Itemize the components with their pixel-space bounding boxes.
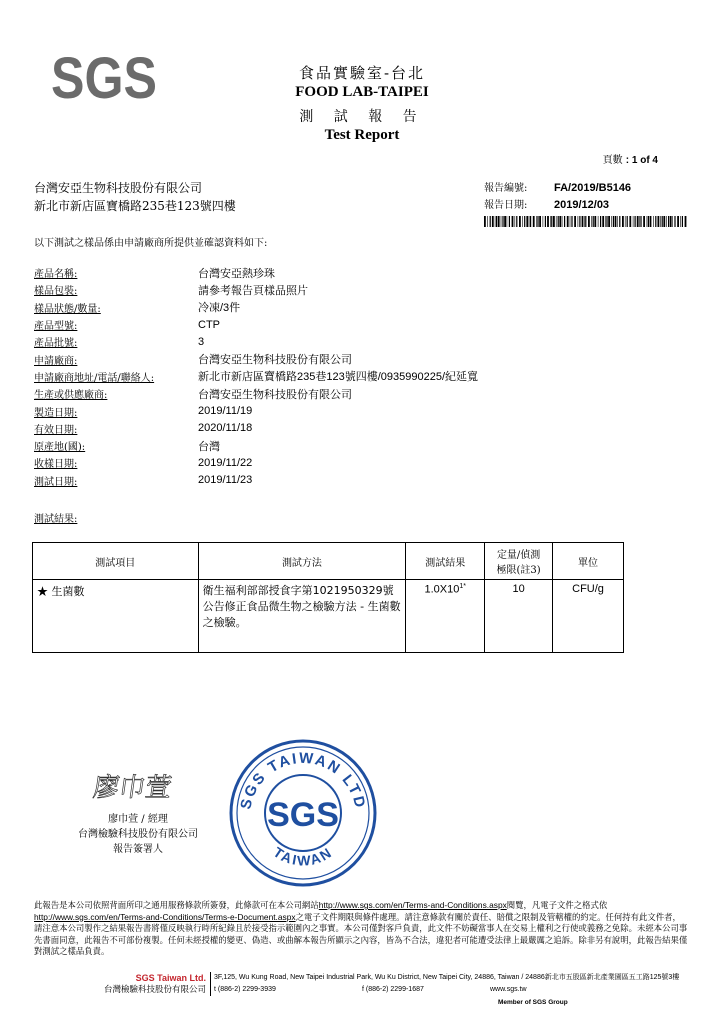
field-label: 收樣日期: [34, 459, 78, 471]
header-limit-line2: 極限(註3) [496, 565, 541, 576]
disclaimer [34, 900, 689, 958]
terms-e-document-link[interactable]: http://www.sgs.com/en/Terms-and-Conditions/Terms-e-Document.aspx [34, 911, 296, 922]
header-result: 測試結果 [406, 543, 485, 580]
report-date: 2019/12/03 [554, 199, 610, 211]
footer-address: 3F,125, Wu Kung Road, New Taipei Industrial Park, Wu Ku District, New Taipei City, 24886, Taiwan / 24886新北市五股區新北產業園區五工路125號3樓 [214, 974, 680, 981]
field-row [34, 299, 478, 316]
sample-fields [34, 264, 478, 489]
lab-name-en: FOOD LAB-TAIPEI [295, 84, 429, 100]
field-label: 產品型號: [34, 321, 78, 333]
svg-text:TAIWAN: TAIWAN [270, 843, 336, 869]
client-name: 台灣安亞生物科技股份有限公司 [34, 181, 203, 195]
page-number-label: 頁數 [602, 155, 623, 166]
field-row [34, 420, 478, 437]
header-limit-line1: 定量/偵測 [496, 550, 541, 561]
footer-fax: f (886-2) 2299-1687 [362, 986, 424, 993]
svg-text:SGS TAIWAN LTD: SGS TAIWAN LTD [237, 749, 369, 811]
sgs-taiwan-stamp [228, 738, 378, 888]
handwritten-signature [86, 762, 186, 808]
footer-member: Member of SGS Group [498, 999, 568, 1006]
field-label: 生產或供應廠商: [34, 390, 108, 402]
client-block [34, 179, 236, 215]
svg-text:廖巾萱: 廖巾萱 [91, 773, 174, 803]
field-value: 新北市新店區寶橋路235巷123號四樓/0935990225/紀延寬 [198, 371, 478, 384]
report-number-label: 報告編號: [484, 183, 528, 194]
report-title-en: Test Report [324, 127, 400, 143]
table-header-row [33, 543, 624, 580]
row-result-sup: 1* [459, 583, 466, 590]
field-row [34, 402, 478, 419]
field-row [34, 437, 478, 454]
signer-block [40, 812, 236, 857]
field-label: 申請廠商: [34, 355, 78, 367]
signer-name: 廖巾萱 / 經理 [108, 814, 168, 825]
field-label: 原產地(國): [34, 442, 86, 454]
field-label: 樣品狀態/數量: [34, 303, 101, 315]
client-address: 新北市新店區寶橋路235巷123號四樓 [34, 199, 236, 213]
footer-company-zh: 台灣檢驗科技股份有限公司 [103, 985, 206, 995]
field-value: 冷凍/3件 [198, 302, 241, 315]
report-info [484, 180, 631, 214]
row-limit: 10 [485, 580, 553, 653]
row-method: 衛生福利部部授食字第1021950329號公告修正食品微生物之檢驗方法 - 生菌數之檢驗。 [198, 580, 406, 653]
report-number: FA/2019/B5146 [554, 182, 632, 194]
field-value: 台灣 [198, 440, 220, 453]
report-title-zh: 測 試 報 告 [299, 109, 425, 125]
field-row [34, 281, 478, 298]
field-row [34, 454, 478, 471]
header-limit [485, 543, 553, 580]
footer-company-en: SGS Taiwan Ltd. [135, 973, 206, 983]
field-label: 產品名稱: [34, 269, 78, 281]
svg-text:SGS: SGS [51, 46, 157, 111]
field-value: 2020/11/18 [198, 422, 253, 435]
field-label: 申請廠商地址/電話/聯絡人: [34, 372, 155, 384]
field-label: 製造日期: [34, 407, 78, 419]
footer-web: www.sgs.tw [490, 986, 527, 993]
field-value: 請參考報告頁樣品照片 [198, 284, 308, 297]
terms-link[interactable]: http://www.sgs.com/en/Terms-and-Conditions.aspx [318, 900, 507, 910]
field-row [34, 368, 478, 385]
footer-company [90, 972, 206, 996]
field-value: 台灣安亞生物科技股份有限公司 [198, 388, 352, 401]
footer-address-block [214, 972, 679, 996]
field-row [34, 385, 478, 402]
disclaimer-part1: 此報告是本公司依照背面所印之通用服務條款所簽發，此條款可在本公司網站 [34, 900, 319, 910]
field-value: 2019/11/22 [198, 456, 253, 469]
page-number-value: : 1 of 4 [625, 155, 658, 166]
table-row [33, 580, 624, 653]
lab-name-zh: 食品實驗室-台北 [298, 64, 426, 82]
disclaimer-part3: 之電子文件期限與條件處理。請注意條款有關於責任、賠償之限制及管轄權的約定。任何持有此文件者，請注意本公司製作之結果報告書將僅反映執行時所紀錄且於接受指示範圍內之事實。本公司僅對客戶負責，此文件不妨礙當事人在交易上權利之行使或義務之免除。未經本公司事先書面同意，此報告不可部份複製。任何未經授權的變更、偽造、或曲解本報告所顯示之內容，皆為不合法，違犯者可能遭受法律上最嚴厲之追訴。除非另有說明，此報告結果僅對測試之樣品負責。 [34, 911, 688, 957]
field-label: 樣品包裝: [34, 286, 78, 298]
header-unit: 單位 [553, 543, 624, 580]
field-row [34, 333, 478, 350]
barcode [484, 216, 689, 227]
signer-company: 台灣檢驗科技股份有限公司 [78, 829, 198, 840]
field-label: 測試日期: [34, 476, 78, 488]
header-item: 測試項目 [33, 543, 199, 580]
results-label: 測試結果: [34, 514, 78, 525]
field-row [34, 316, 478, 333]
field-label: 產品批號: [34, 338, 78, 350]
footer-tel: t (886-2) 2299-3939 [214, 986, 276, 993]
page-number [603, 151, 658, 166]
signer-role: 報告簽署人 [113, 844, 163, 855]
report-date-label: 報告日期: [484, 200, 528, 211]
row-item: ★ 生菌數 [33, 580, 199, 653]
row-result [406, 580, 485, 653]
intro-text: 以下測試之樣品係由申請廠商所提供並確認資料如下: [34, 238, 268, 249]
field-row [34, 350, 478, 367]
field-value: 台灣安亞生物科技股份有限公司 [198, 354, 352, 367]
field-label: 有效日期: [34, 424, 78, 436]
results-table [32, 542, 624, 653]
disclaimer-part2: 閱覽，凡電子文件之格式依 [506, 900, 608, 910]
field-row [34, 264, 478, 281]
footer-divider [210, 972, 211, 996]
row-unit: CFU/g [553, 580, 624, 653]
field-value: 台灣安亞熱珍珠 [198, 267, 275, 280]
header-method: 測試方法 [198, 543, 406, 580]
field-value: CTP [198, 318, 220, 331]
field-value: 2019/11/23 [198, 474, 253, 487]
field-value: 3 [198, 335, 205, 348]
field-value: 2019/11/19 [198, 405, 253, 418]
svg-text:SGS: SGS [267, 796, 339, 834]
field-row [34, 472, 478, 489]
row-result-value: 1.0X10 [424, 583, 460, 596]
